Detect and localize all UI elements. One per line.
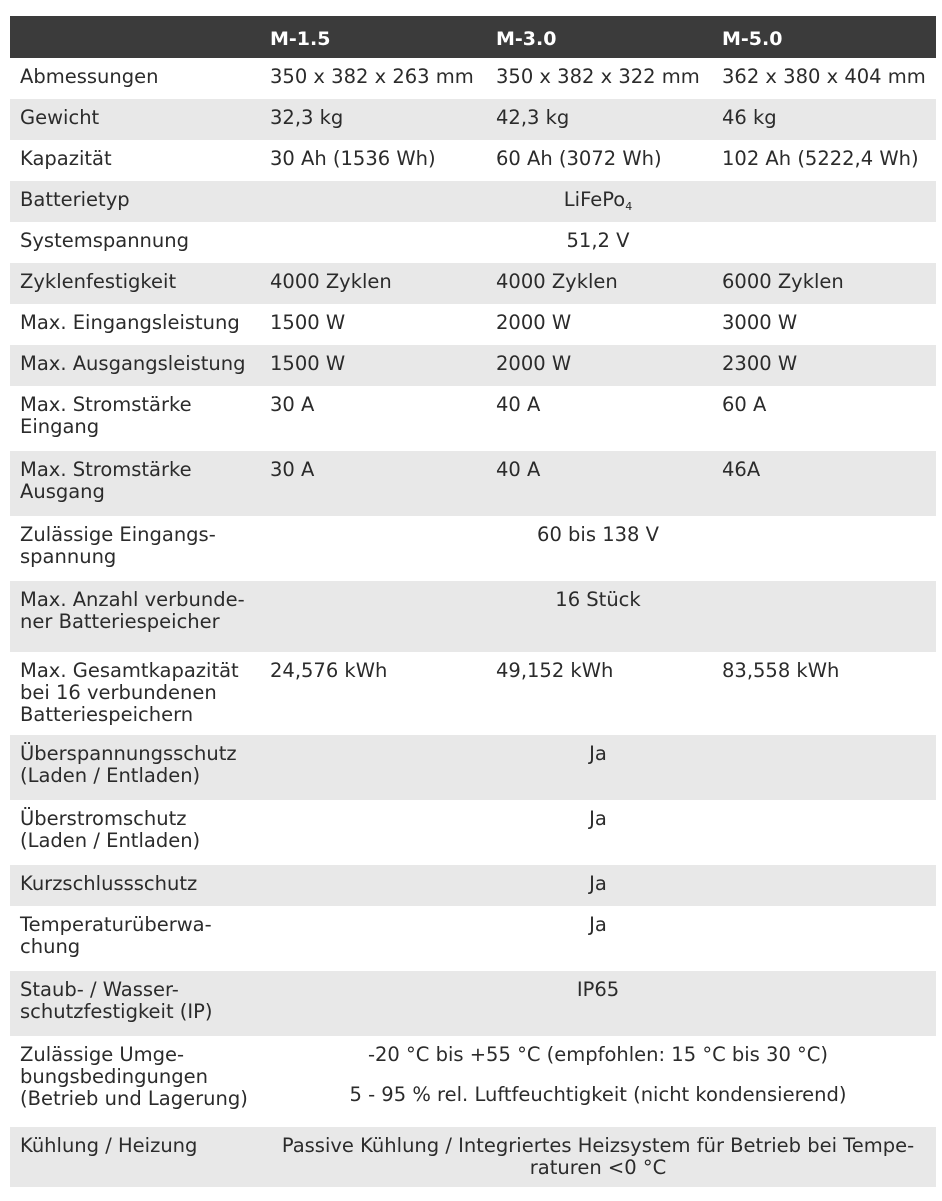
humidity-range-text: 5 - 95 % rel. Luftfeuchtigkeit (nicht kondensierend)	[349, 1083, 847, 1106]
header-m50: M-5.0	[722, 28, 783, 50]
header-m15: M-1.5	[270, 28, 331, 50]
temperature-range-text: -20 °C bis +55 °C (empfohlen: 15 °C bis 30 °C)	[367, 1043, 829, 1066]
table-row	[10, 516, 936, 581]
table-row	[10, 971, 936, 1036]
value-all-models: Ja	[589, 742, 607, 765]
table-row	[10, 304, 936, 345]
value-m15: 30 A	[270, 458, 315, 481]
table-row	[10, 386, 936, 451]
value-m30: 2000 W	[496, 311, 572, 334]
table-row	[10, 451, 936, 516]
table-row	[10, 58, 936, 99]
table-row	[10, 99, 936, 140]
spec-table	[10, 16, 936, 1187]
row-label: Kapazität	[20, 147, 112, 170]
table-row	[10, 222, 936, 263]
row-label: Staub- / Wasser- schutzfestigkeit (IP)	[20, 978, 213, 1023]
value-m30: 40 A	[496, 458, 541, 481]
value-m30: 60 Ah (3072 Wh)	[496, 147, 662, 170]
row-label: Max. Eingangsleistung	[20, 311, 240, 334]
table-row	[10, 263, 936, 304]
table-row	[10, 906, 936, 971]
value-m15: 30 Ah (1536 Wh)	[270, 147, 436, 170]
value-m15: 32,3 kg	[270, 106, 344, 129]
value-all-models: Ja	[589, 913, 607, 936]
value-all-models: IP65	[576, 978, 620, 1001]
row-label: Max. Stromstärke Ausgang	[20, 458, 192, 503]
row-label: Max. Stromstärke Eingang	[20, 393, 192, 438]
row-label: Kühlung / Heizung	[20, 1134, 198, 1157]
table-header	[10, 16, 936, 58]
value-all-models	[260, 1036, 936, 1127]
value-m15: 350 x 382 x 263 mm	[270, 65, 474, 88]
row-label: Max. Gesamtkapazität bei 16 verbundenen Batteriespeichern	[20, 659, 239, 726]
value-m50: 102 Ah (5222,4 Wh)	[722, 147, 919, 170]
value-m15: 1500 W	[270, 311, 346, 334]
row-label: Gewicht	[20, 106, 100, 129]
value-m50: 60 A	[722, 393, 767, 416]
value-m30: 42,3 kg	[496, 106, 570, 129]
value-m15: 30 A	[270, 393, 315, 416]
table-row	[10, 181, 936, 222]
row-label: Temperaturüberwa- chung	[20, 913, 212, 958]
row-label: Zyklenfestigkeit	[20, 270, 177, 293]
value-m15: 1500 W	[270, 352, 346, 375]
row-label: Zulässige Eingangs- spannung	[20, 523, 216, 568]
table-row	[10, 140, 936, 181]
value-all-models: Ja	[589, 872, 607, 895]
value-m30: 350 x 382 x 322 mm	[496, 65, 700, 88]
value-all-models: 51,2 V	[566, 229, 630, 252]
table-row	[10, 735, 936, 800]
table-row	[10, 1036, 936, 1127]
row-label: Systemspannung	[20, 229, 190, 252]
value-m50: 3000 W	[722, 311, 798, 334]
row-label: Überspannungsschutz (Laden / Entladen)	[20, 742, 237, 787]
value-m30: 4000 Zyklen	[496, 270, 618, 293]
table-row	[10, 800, 936, 865]
value-all-models: Passive Kühlung / Integriertes Heizsystem für Betrieb bei Tempe-raturen <0 °C	[281, 1134, 915, 1179]
table-row	[10, 652, 936, 735]
row-label: Abmessungen	[20, 65, 159, 88]
value-m30: 40 A	[496, 393, 541, 416]
value-m50: 83,558 kWh	[722, 659, 840, 682]
header-blank	[10, 16, 260, 58]
value-m30: 49,152 kWh	[496, 659, 614, 682]
table-row	[10, 581, 936, 652]
header-m30: M-3.0	[496, 28, 557, 50]
table-row	[10, 345, 936, 386]
row-label: Batterietyp	[20, 188, 130, 211]
value-m15: 24,576 kWh	[270, 659, 388, 682]
value-all-models	[260, 181, 936, 222]
value-m50: 6000 Zyklen	[722, 270, 844, 293]
row-label: Zulässige Umge- bungsbedingungen (Betrieb und Lagerung)	[20, 1043, 248, 1110]
row-label: Max. Ausgangsleistung	[20, 352, 246, 375]
table-row	[10, 1127, 936, 1187]
value-all-models: 16 Stück	[555, 588, 641, 611]
value-m50: 46A	[722, 458, 761, 481]
battery-type-text: LiFePo	[563, 188, 626, 211]
value-m50: 46 kg	[722, 106, 777, 129]
value-m50: 2300 W	[722, 352, 798, 375]
value-m50: 362 x 380 x 404 mm	[722, 65, 926, 88]
value-m30: 2000 W	[496, 352, 572, 375]
row-label: Max. Anzahl verbunde- ner Batteriespeicher	[20, 588, 245, 633]
value-all-models: Ja	[589, 807, 607, 830]
table-row	[10, 865, 936, 906]
row-label: Kurzschlussschutz	[20, 872, 198, 895]
battery-type-subscript: 4	[625, 200, 633, 213]
row-label: Überstromschutz (Laden / Entladen)	[20, 807, 201, 852]
value-all-models: 60 bis 138 V	[537, 523, 659, 546]
value-m15: 4000 Zyklen	[270, 270, 392, 293]
